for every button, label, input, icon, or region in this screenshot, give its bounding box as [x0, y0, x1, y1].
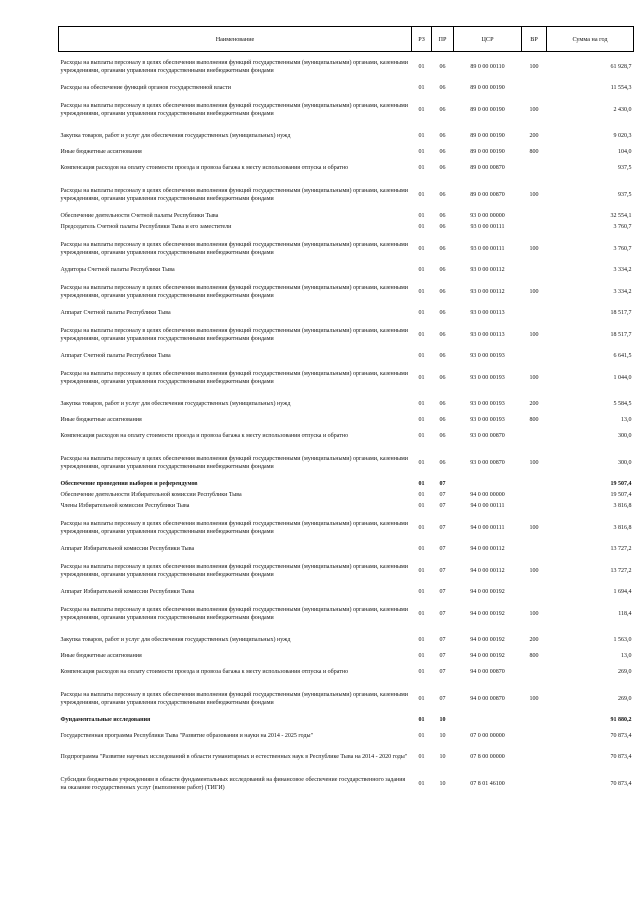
table-row	[59, 663, 634, 684]
cell-sum: 19 507,4	[610, 492, 632, 499]
cell-csr: 93 0 00 00870	[470, 459, 505, 466]
cell-name: Иные бюджетные ассигнования	[60, 653, 142, 660]
cell-vr: 200	[529, 133, 539, 140]
cell-pr: 07	[439, 481, 446, 488]
cell-sum: 1 563,0	[613, 637, 632, 644]
cell-pr: 06	[439, 417, 446, 424]
cell-sum: 937,5	[618, 165, 632, 172]
cell-csr: 89 0 00 00190	[470, 85, 505, 92]
cell-vr	[522, 212, 547, 223]
cell-sum: 118,4	[618, 610, 632, 617]
cell-rz: 01	[418, 331, 425, 338]
cell-vr: 200	[529, 637, 539, 644]
header-rz: РЗ	[412, 27, 432, 52]
cell-rz: 01	[418, 733, 425, 740]
cell-pr: 06	[439, 149, 446, 156]
cell-sum: 104,0	[618, 149, 632, 156]
cell-name: Субсидии бюджетным учреждениям в области фундаментальных исследований на финансовое обеспечение государственного задания на оказание государственных услуг (выполнение работ) (ТИГИ)	[60, 777, 406, 791]
cell-vr: 100	[529, 610, 539, 617]
cell-name: Закупка товаров, работ и услуг для обеспечения государственных (муниципальных) нужд	[60, 401, 291, 408]
cell-pr: 10	[439, 754, 446, 761]
cell-name: Аппарат Избирательной комиссии Республики Тыва	[60, 546, 195, 553]
cell-pr: 06	[439, 267, 446, 274]
cell-csr: 07 8 00 00000	[470, 754, 505, 761]
cell-pr: 07	[439, 653, 446, 660]
cell-pr: 10	[439, 733, 446, 740]
cell-rz: 01	[418, 492, 425, 499]
cell-pr: 06	[439, 85, 446, 92]
cell-vr: 100	[529, 288, 539, 295]
cell-sum: 9 020,3	[613, 133, 632, 140]
cell-csr: 93 0 00 00193	[470, 401, 505, 408]
cell-vr	[522, 491, 547, 502]
cell-name: Обеспечение деятельности Избирательной комиссии Республики Тыва	[60, 492, 242, 499]
cell-name: Аппарат Избирательной комиссии Республики Тыва	[60, 589, 195, 596]
cell-rz: 01	[418, 310, 425, 317]
cell-rz: 01	[418, 503, 425, 510]
cell-vr	[522, 727, 547, 748]
cell-sum: 269,0	[618, 695, 632, 702]
table-row	[59, 320, 634, 352]
cell-pr: 07	[439, 524, 446, 531]
cell-sum: 269,0	[618, 669, 632, 676]
cell-name: Расходы на выплаты персоналу в целях обеспечения выполнения функций государственными (муниципальными) органами, казенными учреждениями, органами управления государственными внебюджетными фондами	[60, 103, 408, 117]
table-row	[59, 631, 634, 652]
table-row	[59, 309, 634, 320]
cell-csr: 93 0 00 00113	[470, 331, 505, 338]
cell-csr: 94 0 00 00111	[470, 524, 505, 531]
table-row	[59, 748, 634, 769]
cell-name: Расходы на выплаты персоналу в целях обеспечения выполнения функций государственными (муниципальными) органами, казенными учреждениями, органами управления государственными внебюджетными фондами	[60, 60, 408, 74]
cell-pr: 06	[439, 245, 446, 252]
cell-csr	[454, 716, 522, 727]
cell-name: Подпрограмма "Развитие научных исследований в области гуманитарных и естественных наук в Республике Тыва на 2014 - 2020 годы"	[60, 754, 408, 761]
cell-vr	[522, 769, 547, 801]
cell-pr: 07	[439, 503, 446, 510]
cell-vr: 100	[529, 106, 539, 113]
cell-rz: 01	[418, 149, 425, 156]
cell-csr: 07 8 01 46100	[470, 780, 505, 787]
table-row	[59, 599, 634, 631]
cell-sum: 13 727,2	[610, 546, 632, 553]
cell-rz: 01	[418, 191, 425, 198]
table-row	[59, 502, 634, 513]
cell-sum: 11 554,3	[610, 85, 632, 92]
cell-sum: 13,0	[621, 653, 632, 660]
table-row	[59, 148, 634, 159]
cell-sum: 32 554,1	[610, 213, 632, 220]
cell-name: Расходы на обеспечение функций органов государственной власти	[60, 85, 231, 92]
cell-name: Расходы на выплаты персоналу в целях обеспечения выполнения функций государственными (муниципальными) органами, казенными учреждениями, органами управления государственными внебюджетными фондами	[60, 242, 408, 256]
cell-vr	[522, 223, 547, 234]
table-row	[59, 545, 634, 556]
cell-rz: 01	[418, 653, 425, 660]
cell-sum: 3 816,8	[613, 503, 632, 510]
cell-sum: 70 873,4	[610, 780, 632, 787]
cell-rz: 01	[418, 85, 425, 92]
cell-rz: 01	[418, 717, 425, 724]
header-name: Наименование	[59, 27, 412, 52]
cell-name: Закупка товаров, работ и услуг для обеспечения государственных (муниципальных) нужд	[60, 637, 291, 644]
table-row	[59, 95, 634, 127]
cell-rz: 01	[418, 374, 425, 381]
table-row	[59, 363, 634, 395]
cell-pr: 07	[439, 669, 446, 676]
cell-vr	[522, 427, 547, 448]
cell-name: Расходы на выплаты персоналу в целях обеспечения выполнения функций государственными (муниципальными) органами, казенными учреждениями, органами управления государственными внебюджетными фондами	[60, 692, 408, 706]
cell-name: Компенсация расходов на оплату стоимости проезда и провоза багажа к месту использования отпуска и обратно	[60, 669, 349, 676]
cell-vr: 100	[529, 191, 539, 198]
cell-rz: 01	[418, 459, 425, 466]
cell-name: Государственная программа Республики Тыва "Развитие образования и науки на 2014 - 2025 годы"	[60, 733, 314, 740]
cell-rz: 01	[418, 567, 425, 574]
cell-rz: 01	[418, 401, 425, 408]
cell-pr: 06	[439, 288, 446, 295]
cell-sum: 19 507,4	[610, 481, 632, 488]
cell-rz: 01	[418, 695, 425, 702]
cell-vr	[522, 480, 547, 491]
cell-sum: 3 760,7	[613, 245, 632, 252]
cell-csr: 94 0 00 00111	[470, 503, 505, 510]
cell-csr: 93 0 00 00113	[470, 310, 505, 317]
cell-vr: 200	[529, 401, 539, 408]
cell-sum: 300,0	[618, 433, 632, 440]
cell-rz: 01	[418, 106, 425, 113]
cell-pr: 07	[439, 546, 446, 553]
table-row	[59, 652, 634, 663]
table-row	[59, 727, 634, 748]
cell-vr: 100	[529, 524, 539, 531]
table-row	[59, 352, 634, 363]
table-row	[59, 52, 634, 84]
cell-pr: 06	[439, 64, 446, 71]
table-row	[59, 234, 634, 266]
cell-csr: 94 0 00 00870	[470, 669, 505, 676]
cell-name: Аппарат Счетной палаты Республики Тыва	[60, 310, 171, 317]
cell-csr	[454, 480, 522, 491]
cell-name: Расходы на выплаты персоналу в целях обеспечения выполнения функций государственными (муниципальными) органами, казенными учреждениями, органами управления государственными внебюджетными фондами	[60, 456, 408, 470]
cell-csr: 89 0 00 00190	[470, 106, 505, 113]
cell-sum: 2 430,0	[613, 106, 632, 113]
cell-csr: 94 0 00 00112	[470, 567, 505, 574]
cell-rz: 01	[418, 610, 425, 617]
header-csr: ЦСР	[454, 27, 522, 52]
table-row	[59, 491, 634, 502]
cell-csr: 89 0 00 00870	[470, 191, 505, 198]
cell-sum: 91 880,2	[610, 717, 632, 724]
cell-pr: 06	[439, 133, 446, 140]
cell-vr: 100	[529, 374, 539, 381]
cell-pr: 06	[439, 401, 446, 408]
table-row	[59, 212, 634, 223]
cell-vr: 100	[529, 245, 539, 252]
cell-csr: 94 0 00 00000	[470, 492, 505, 499]
cell-pr: 06	[439, 433, 446, 440]
cell-pr: 10	[439, 717, 446, 724]
cell-rz: 01	[418, 267, 425, 274]
cell-name: Фундаментальные исследования	[60, 717, 151, 724]
cell-pr: 07	[439, 695, 446, 702]
cell-rz: 01	[418, 417, 425, 424]
cell-sum: 18 517,7	[610, 310, 632, 317]
table-row	[59, 223, 634, 234]
cell-vr	[522, 502, 547, 513]
cell-vr	[522, 309, 547, 320]
cell-rz: 01	[418, 245, 425, 252]
cell-csr: 93 0 00 00870	[470, 433, 505, 440]
cell-sum: 300,0	[618, 459, 632, 466]
cell-name: Обеспечение деятельности Счетной палаты Республики Тыва	[60, 213, 219, 220]
table-row	[59, 266, 634, 277]
cell-vr: 800	[529, 149, 539, 156]
cell-csr: 94 0 00 00192	[470, 653, 505, 660]
cell-vr	[522, 748, 547, 769]
cell-pr: 06	[439, 374, 446, 381]
cell-vr	[522, 716, 547, 727]
cell-sum: 6 641,5	[613, 353, 632, 360]
cell-csr: 89 0 00 00870	[470, 165, 505, 172]
cell-sum: 61 928,7	[610, 64, 632, 71]
table-row	[59, 448, 634, 480]
table-row	[59, 716, 634, 727]
table-row	[59, 127, 634, 148]
cell-name: Аппарат Счетной палаты Республики Тыва	[60, 353, 171, 360]
table-row	[59, 769, 634, 801]
cell-name: Обеспечение проведения выборов и референдумов	[60, 481, 198, 488]
cell-csr: 94 0 00 00192	[470, 589, 505, 596]
cell-pr: 07	[439, 637, 446, 644]
cell-pr: 06	[439, 353, 446, 360]
cell-csr: 94 0 00 00112	[470, 546, 505, 553]
cell-name: Расходы на выплаты персоналу в целях обеспечения выполнения функций государственными (муниципальными) органами, казенными учреждениями, органами управления государственными внебюджетными фондами	[60, 521, 408, 535]
cell-name: Компенсация расходов на оплату стоимости проезда и провоза багажа к месту использования отпуска и обратно	[60, 433, 349, 440]
cell-rz: 01	[418, 288, 425, 295]
cell-pr: 06	[439, 331, 446, 338]
table-row	[59, 395, 634, 416]
cell-sum: 70 873,4	[610, 733, 632, 740]
cell-sum: 3 334,2	[613, 288, 632, 295]
table-row	[59, 180, 634, 212]
cell-sum: 70 873,4	[610, 754, 632, 761]
cell-vr	[522, 159, 547, 180]
cell-csr: 93 0 00 00111	[470, 245, 505, 252]
table-row	[59, 588, 634, 599]
table-row	[59, 480, 634, 491]
table-row	[59, 84, 634, 95]
cell-rz: 01	[418, 224, 425, 231]
cell-pr: 07	[439, 567, 446, 574]
cell-name: Члены Избирательной комиссии Республики Тыва	[60, 503, 190, 510]
cell-csr: 93 0 00 00112	[470, 267, 505, 274]
cell-csr: 93 0 00 00112	[470, 288, 505, 295]
cell-pr: 06	[439, 213, 446, 220]
cell-sum: 13 727,2	[610, 567, 632, 574]
cell-rz: 01	[418, 133, 425, 140]
cell-pr: 06	[439, 165, 446, 172]
cell-sum: 937,5	[618, 191, 632, 198]
cell-pr: 06	[439, 191, 446, 198]
cell-csr: 93 0 00 00193	[470, 417, 505, 424]
cell-name: Иные бюджетные ассигнования	[60, 149, 142, 156]
cell-csr: 89 0 00 00190	[470, 133, 505, 140]
cell-pr: 07	[439, 492, 446, 499]
cell-name: Аудиторы Счетной палаты Республики Тыва	[60, 267, 175, 274]
cell-rz: 01	[418, 754, 425, 761]
cell-csr: 93 0 00 00000	[470, 213, 505, 220]
cell-rz: 01	[418, 524, 425, 531]
cell-vr	[522, 266, 547, 277]
cell-csr: 89 0 00 00110	[470, 64, 505, 71]
cell-vr	[522, 84, 547, 95]
cell-name: Компенсация расходов на оплату стоимости проезда и провоза багажа к месту использования отпуска и обратно	[60, 165, 349, 172]
cell-vr: 100	[529, 64, 539, 71]
cell-rz: 01	[418, 481, 425, 488]
cell-pr: 07	[439, 610, 446, 617]
cell-csr: 93 0 00 00193	[470, 374, 505, 381]
cell-csr: 93 0 00 00193	[470, 353, 505, 360]
cell-name: Расходы на выплаты персоналу в целях обеспечения выполнения функций государственными (муниципальными) органами, казенными учреждениями, органами управления государственными внебюджетными фондами	[60, 328, 408, 342]
table-header	[59, 27, 634, 52]
table-row	[59, 159, 634, 180]
cell-sum: 1 044,0	[613, 374, 632, 381]
cell-rz: 01	[418, 589, 425, 596]
cell-vr	[522, 352, 547, 363]
cell-vr: 100	[529, 695, 539, 702]
table-row	[59, 416, 634, 427]
cell-csr: 94 0 00 00192	[470, 637, 505, 644]
table-row	[59, 684, 634, 716]
cell-sum: 3 334,2	[613, 267, 632, 274]
cell-name: Расходы на выплаты персоналу в целях обеспечения выполнения функций государственными (муниципальными) органами, казенными учреждениями, органами управления государственными внебюджетными фондами	[60, 607, 408, 621]
cell-name: Закупка товаров, работ и услуг для обеспечения государственных (муниципальных) нужд	[60, 133, 291, 140]
cell-name: Расходы на выплаты персоналу в целях обеспечения выполнения функций государственными (муниципальными) органами, казенными учреждениями, органами управления государственными внебюджетными фондами	[60, 371, 408, 385]
table-row	[59, 277, 634, 309]
cell-csr: 94 0 00 00870	[470, 695, 505, 702]
cell-csr: 93 0 00 00111	[470, 224, 505, 231]
cell-vr	[522, 545, 547, 556]
cell-rz: 01	[418, 165, 425, 172]
cell-sum: 5 584,5	[613, 401, 632, 408]
cell-rz: 01	[418, 353, 425, 360]
header-pr: ПР	[432, 27, 454, 52]
cell-name: Расходы на выплаты персоналу в целях обеспечения выполнения функций государственными (муниципальными) органами, казенными учреждениями, органами управления государственными внебюджетными фондами	[60, 564, 408, 578]
cell-rz: 01	[418, 64, 425, 71]
cell-rz: 01	[418, 213, 425, 220]
cell-vr	[522, 588, 547, 599]
cell-name: Председатель Счетной палаты Республики Тыва и его заместители	[60, 224, 232, 231]
header-vr: ВР	[522, 27, 547, 52]
cell-sum: 13,0	[621, 417, 632, 424]
cell-sum: 1 694,4	[613, 589, 632, 596]
header-sum: Сумма на год	[547, 27, 634, 52]
cell-name: Расходы на выплаты персоналу в целях обеспечения выполнения функций государственными (муниципальными) органами, казенными учреждениями, органами управления государственными внебюджетными фондами	[60, 188, 408, 202]
header-row	[59, 27, 634, 52]
budget-table	[58, 26, 634, 801]
cell-name: Расходы на выплаты персоналу в целях обеспечения выполнения функций государственными (муниципальными) органами, казенными учреждениями, органами управления государственными внебюджетными фондами	[60, 285, 408, 299]
cell-rz: 01	[418, 637, 425, 644]
cell-vr: 100	[529, 459, 539, 466]
cell-sum: 3 816,8	[613, 524, 632, 531]
cell-sum: 3 760,7	[613, 224, 632, 231]
cell-csr: 89 0 00 00190	[470, 149, 505, 156]
table-row	[59, 427, 634, 448]
cell-csr: 94 0 00 00192	[470, 610, 505, 617]
cell-vr: 100	[529, 567, 539, 574]
cell-vr: 800	[529, 653, 539, 660]
cell-vr: 800	[529, 417, 539, 424]
table-row	[59, 513, 634, 545]
cell-csr: 07 0 00 00000	[470, 733, 505, 740]
cell-vr: 100	[529, 331, 539, 338]
cell-rz: 01	[418, 669, 425, 676]
cell-sum: 18 517,7	[610, 331, 632, 338]
table-row	[59, 556, 634, 588]
document-page	[58, 26, 633, 801]
cell-name: Иные бюджетные ассигнования	[60, 417, 142, 424]
cell-pr: 07	[439, 589, 446, 596]
cell-rz: 01	[418, 433, 425, 440]
cell-pr: 06	[439, 106, 446, 113]
cell-pr: 06	[439, 224, 446, 231]
cell-vr	[522, 663, 547, 684]
cell-rz: 01	[418, 546, 425, 553]
cell-pr: 06	[439, 310, 446, 317]
table-body	[59, 52, 634, 801]
cell-pr: 06	[439, 459, 446, 466]
cell-rz: 01	[418, 780, 425, 787]
cell-pr: 10	[439, 780, 446, 787]
